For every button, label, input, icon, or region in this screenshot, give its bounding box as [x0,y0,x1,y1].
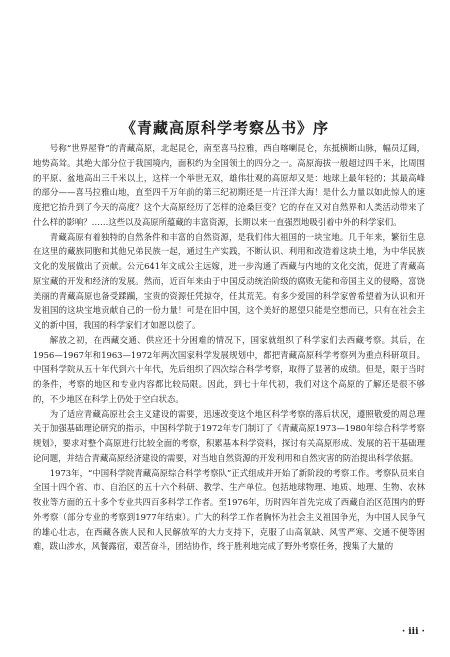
paragraph: 1973年，“中国科学院青藏高原综合科学考察队”正式组成并开始了新阶段的考察工作。考察队员来自全国十四个省、市、自治区的五十六个科研、教学、生产单位。包括地球物理、地质、地理、生物、农林牧业等方面的五十多个专业共四百多科学工作者。至1976年，历时四年首先完成了西藏自治区范围内的野外考察（部分专业的考察到1977年结束）。广大的科学工作者胸怀为社会主义祖国争光，为中国人民争气的雄心壮志，在西藏各族人民和人民解放军的大力支持下，克服了山高氧缺、风雪严寒、交通不便等困难，跋山涉水，风餐露宿，艰苦奋斗，团结协作，终于胜利地完成了野外考察任务，搜集了大量的 [33,467,425,552]
page-title: 《青藏高原科学考察丛书》序 [120,119,329,137]
paragraph: 青藏高原有着独特的自然条件和丰富的自然资源，是我们伟大祖国的一块宝地。几千年来，繁衍生息在这里的藏族同胞和其他兄弟民族一起，通过生产实践，不断认识、利用和改造着这块土地，为中华民族文化的发展做出了贡献。公元641年文成公主远嫁，进一步沟通了西藏与内地的文化交流，促进了青藏高原宝藏的开发和经济的发展。然而，近百年来由于中国反动统治阶级的腐败无能和帝国主义的侵略，富饶美丽的青藏高原也备受蹂躏，宝贵的资源任凭掠夺，任其荒芜。有多少爱国的科学家曾希望着为认识和开发祖国的这块宝地贡献自己的一份力量！可是在旧中国，这个美好的愿望只能是空想而已，只有在社会主义的新中国，我国的科学家们才如愿以偿了。 [33,231,425,330]
page-number: · iii · [402,627,425,637]
paragraph: 号称“世界屋脊”的青藏高原，北起昆仑，南至喜马拉雅，西自喀喇昆仑，东抵横断山脉，幅员辽阔，地势高耸。其绝大部分位于我国境内，面积约为全国领土的四分之一。高原海拔一般超过四千米，比周围的平原、盆地高出三千米以上，这样一个举世无双，雄伟壮观的高原却又是：地球上最年轻的；其最高峰的部分——喜马拉雅山地，直至四千万年前的第三纪初期还是一片汪洋大海！是什么力量以如此惊人的速度把它抬升到了今天的高度？这个大高原经历了怎样的沧桑巨变？它的存在又对自然界和人类活动带来了什么样的影响？……这些以及高原所蕴藏的丰富资源，长期以来一直强烈地吸引着中外的科学家们。 [33,143,425,227]
paragraph: 解放之初，在西藏交通、供应还十分困难的情况下，国家就组织了科学家们去西藏考察。其后，在1956—1967年和1963—1972年两次国家科学发展规划中，都把青藏高原科学考察列为重点科研项目。中国科学院从五十年代到六十年代，先后组织了四次综合科学考察，取得了显著的成绩。但是，限于当时的条件，考察的地区和专业内容都比较局限。因此，到七十年代初，我们对这个高原的了解还是很不够的，不少地区在科学上仍处于空白状态。 [33,334,425,404]
paragraph: 为了适应青藏高原社会主义建设的需要，迅速改变这个地区科学考察的落后状况，遵照敬爱的周总理关于加强基础理论研究的指示，中国科学院于1972年专门制订了《青藏高原1973—1980年综合科学考察规划》，要求对整个高原进行比较全面的考察，积累基本科学资料，探讨有关高原形成、发展的若干基础理论问题，并结合青藏高原经济建设的需要，对当地自然资源的开发利用和自然灾害的防治提出科学依据。 [33,408,425,463]
body-text [33,141,425,554]
